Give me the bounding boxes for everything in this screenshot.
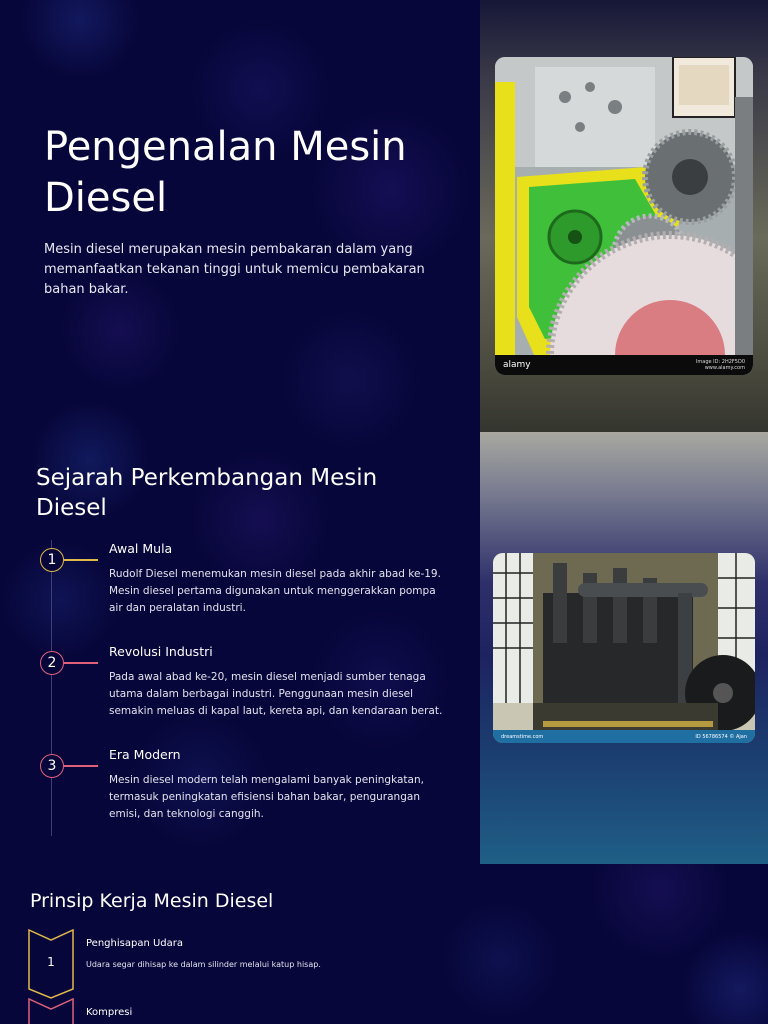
engine-cutaway-photo: [495, 57, 753, 375]
timeline-heading: Revolusi Industri: [109, 644, 213, 659]
step-number: 1: [47, 955, 55, 969]
step-title: Penghisapan Udara: [86, 938, 183, 949]
watermark-meta: [696, 359, 745, 371]
step-badge: [28, 998, 74, 1024]
watermark-image-id: Image ID: 2H2F5D0: [695, 359, 745, 365]
timeline-item: [36, 644, 446, 731]
timeline-number: 3: [40, 754, 64, 778]
hero-description: Mesin diesel merupakan mesin pembakaran dalam yang memanfaatkan tekanan tinggi untuk memicu pembakaran bahan bakar.: [44, 242, 425, 297]
timeline-connector: [64, 765, 98, 767]
step-title: Kompresi: [86, 1007, 133, 1018]
museum-engine-photo: [493, 553, 755, 743]
timeline-heading: Awal Mula: [109, 541, 173, 556]
watermark-site: dreamstime.com: [501, 733, 544, 740]
principle-title: Prinsip Kerja Mesin Diesel: [30, 890, 274, 912]
watermark-site: www.alamy.com: [704, 365, 745, 371]
hero-title: Pengenalan Mesin Diesel: [44, 124, 407, 221]
timeline-number: 1: [40, 548, 64, 572]
timeline-body: Rudolf Diesel menemukan mesin diesel pada akhir abad ke-19. Mesin diesel pertama digunakan untuk menggerakkan pompa air dan peralatan industri.: [109, 568, 441, 614]
engine-cutaway-illustration: [495, 57, 753, 375]
timeline-heading: Era Modern: [109, 747, 181, 762]
image-watermark-bar: [493, 730, 755, 743]
timeline-connector: [64, 559, 98, 561]
watermark-brand: alamy: [503, 360, 531, 370]
step-badge: [28, 929, 74, 999]
timeline-item: [36, 541, 446, 628]
step-chevron-icon: [28, 998, 74, 1024]
timeline-item: [36, 747, 446, 834]
history-title: Sejarah Perkembangan Mesin Diesel: [36, 465, 378, 521]
watermark-id: ID 56786574 © Ajan: [695, 733, 747, 740]
image-watermark-bar: [495, 355, 753, 375]
timeline-body: Pada awal abad ke-20, mesin diesel menjadi sumber tenaga utama dalam berbagai industri. Penggunaan mesin diesel semakin meluas di kapal laut, kereta api, dan kendaraan berat.: [109, 671, 443, 717]
timeline-body: Mesin diesel modern telah mengalami banyak peningkatan, termasuk peningkatan efisiensi bahan bakar, pengurangan emisi, dan teknologi canggih.: [109, 774, 424, 820]
timeline-number: 2: [40, 651, 64, 675]
step-description: Udara segar dihisap ke dalam silinder melalui katup hisap.: [86, 960, 321, 969]
museum-engine-illustration: [493, 553, 755, 743]
timeline-connector: [64, 662, 98, 664]
